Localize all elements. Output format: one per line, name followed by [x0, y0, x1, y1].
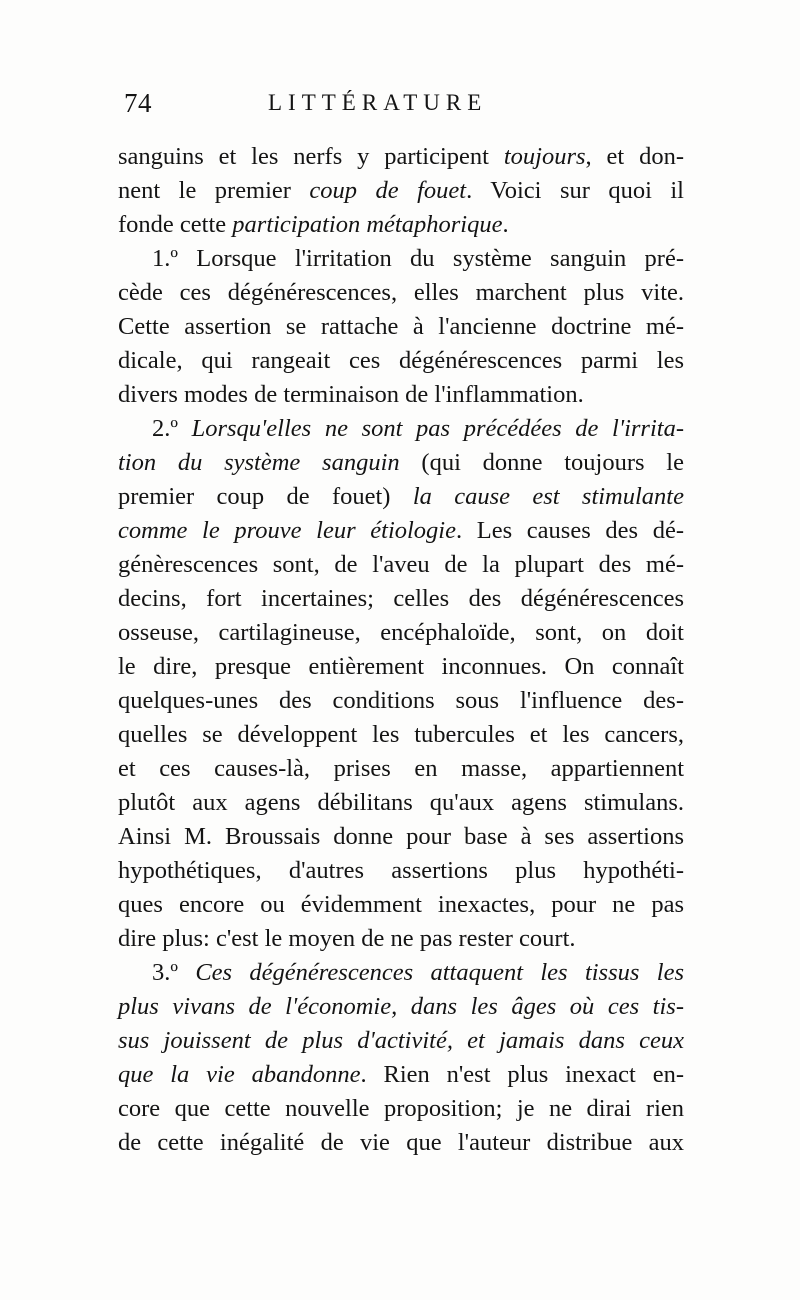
text-segment: . Voici sur quoi il: [466, 177, 684, 204]
text-line: [118, 718, 684, 752]
italic-text-segment: Lorsqu'elles ne sont pas précédées de l'irrita-: [191, 415, 684, 442]
italic-text-segment: plus vivans de l'économie, dans les âges où ces tis-: [118, 993, 684, 1020]
italic-text-segment: la cause est stimulante: [412, 483, 684, 510]
text-line: [118, 310, 684, 344]
text-line: [118, 1092, 684, 1126]
text-line: [118, 1058, 684, 1092]
running-title: LITTÉRATURE: [268, 90, 488, 115]
text-segment: 1.º Lorsque l'irritation du système sanguin pré-: [152, 245, 684, 272]
text-line: [118, 616, 684, 650]
text-segment: Cette assertion se rattache à l'ancienne doctrine mé-: [118, 313, 684, 340]
body-text: [118, 140, 684, 1160]
text-segment: quelques-unes des conditions sous l'influence des-: [118, 687, 684, 714]
text-segment: plutôt aux agens débilitans qu'aux agens stimulans.: [118, 789, 684, 816]
text-segment: hypothétiques, d'autres assertions plus hypothéti-: [118, 857, 684, 884]
text-line: [118, 990, 684, 1024]
italic-text-segment: toujours: [503, 143, 586, 170]
text-segment: 2.º: [152, 415, 192, 442]
text-segment: cède ces dégénérescences, elles marchent plus vite.: [118, 279, 684, 306]
text-segment: decins, fort incertaines; celles des dégénérescences: [118, 585, 684, 612]
text-line: [118, 956, 684, 990]
text-line: [118, 378, 684, 412]
text-line: [118, 650, 684, 684]
text-line: [118, 174, 684, 208]
text-segment: divers modes de terminaison de l'inflammation.: [118, 381, 584, 408]
text-segment: quelles se développent les tubercules et les cancers,: [118, 721, 684, 748]
text-segment: premier coup de fouet): [118, 483, 413, 510]
italic-text-segment: tion du système sanguin: [118, 449, 400, 476]
text-segment: (qui donne toujours le: [399, 449, 684, 476]
text-line: [118, 684, 684, 718]
text-line: [118, 922, 684, 956]
text-line: [118, 140, 684, 174]
text-line: [118, 276, 684, 310]
text-line: [118, 1126, 684, 1160]
text-segment: .: [502, 211, 509, 238]
text-segment: 3.º: [152, 959, 196, 986]
text-segment: dicale, qui rangeait ces dégénérescences parmi les: [118, 347, 684, 374]
text-line: [118, 582, 684, 616]
page-number: 74: [124, 88, 152, 118]
text-line: [118, 480, 684, 514]
text-segment: . Les causes des dé-: [456, 517, 684, 544]
text-segment: , et don-: [585, 143, 684, 170]
text-line: [118, 1024, 684, 1058]
text-segment: sanguins et les nerfs y participent: [118, 143, 504, 170]
italic-text-segment: sus jouissent de plus d'activité, et jamais dans ceux: [118, 1027, 684, 1054]
text-segment: ques encore ou évidemment inexactes, pour ne pas: [118, 891, 684, 918]
text-segment: . Rien n'est plus inexact en-: [360, 1061, 684, 1088]
text-line: [118, 412, 684, 446]
text-segment: Ainsi M. Broussais donne pour base à ses assertions: [118, 823, 684, 850]
text-line: [118, 854, 684, 888]
italic-text-segment: Ces dégénérescences attaquent les tissus les: [195, 959, 684, 986]
text-segment: osseuse, cartilagineuse, encéphaloïde, sont, on doit: [118, 619, 684, 646]
text-line: [118, 242, 684, 276]
text-line: [118, 888, 684, 922]
text-line: [118, 548, 684, 582]
text-segment: génèrescences sont, de l'aveu de la plupart des mé-: [118, 551, 684, 578]
text-line: [118, 446, 684, 480]
text-line: [118, 752, 684, 786]
text-line: [118, 514, 684, 548]
text-segment: nent le premier: [118, 177, 310, 204]
text-line: [118, 208, 684, 242]
text-line: [118, 344, 684, 378]
text-segment: core que cette nouvelle proposition; je ne dirai rien: [118, 1095, 684, 1122]
italic-text-segment: coup de fouet: [309, 177, 467, 204]
italic-text-segment: comme le prouve leur étiologie: [118, 517, 456, 544]
page-header: [118, 88, 678, 128]
text-segment: de cette inégalité de vie que l'auteur distribue aux: [118, 1129, 684, 1156]
text-segment: et ces causes-là, prises en masse, appartiennent: [118, 755, 684, 782]
text-line: [118, 820, 684, 854]
text-line: [118, 786, 684, 820]
text-segment: fonde cette: [118, 211, 233, 238]
text-segment: le dire, presque entièrement inconnues. On connaît: [118, 653, 684, 680]
italic-text-segment: participation métaphorique: [232, 211, 503, 238]
italic-text-segment: que la vie abandonne: [118, 1061, 361, 1088]
text-segment: dire plus: c'est le moyen de ne pas rester court.: [118, 925, 576, 952]
